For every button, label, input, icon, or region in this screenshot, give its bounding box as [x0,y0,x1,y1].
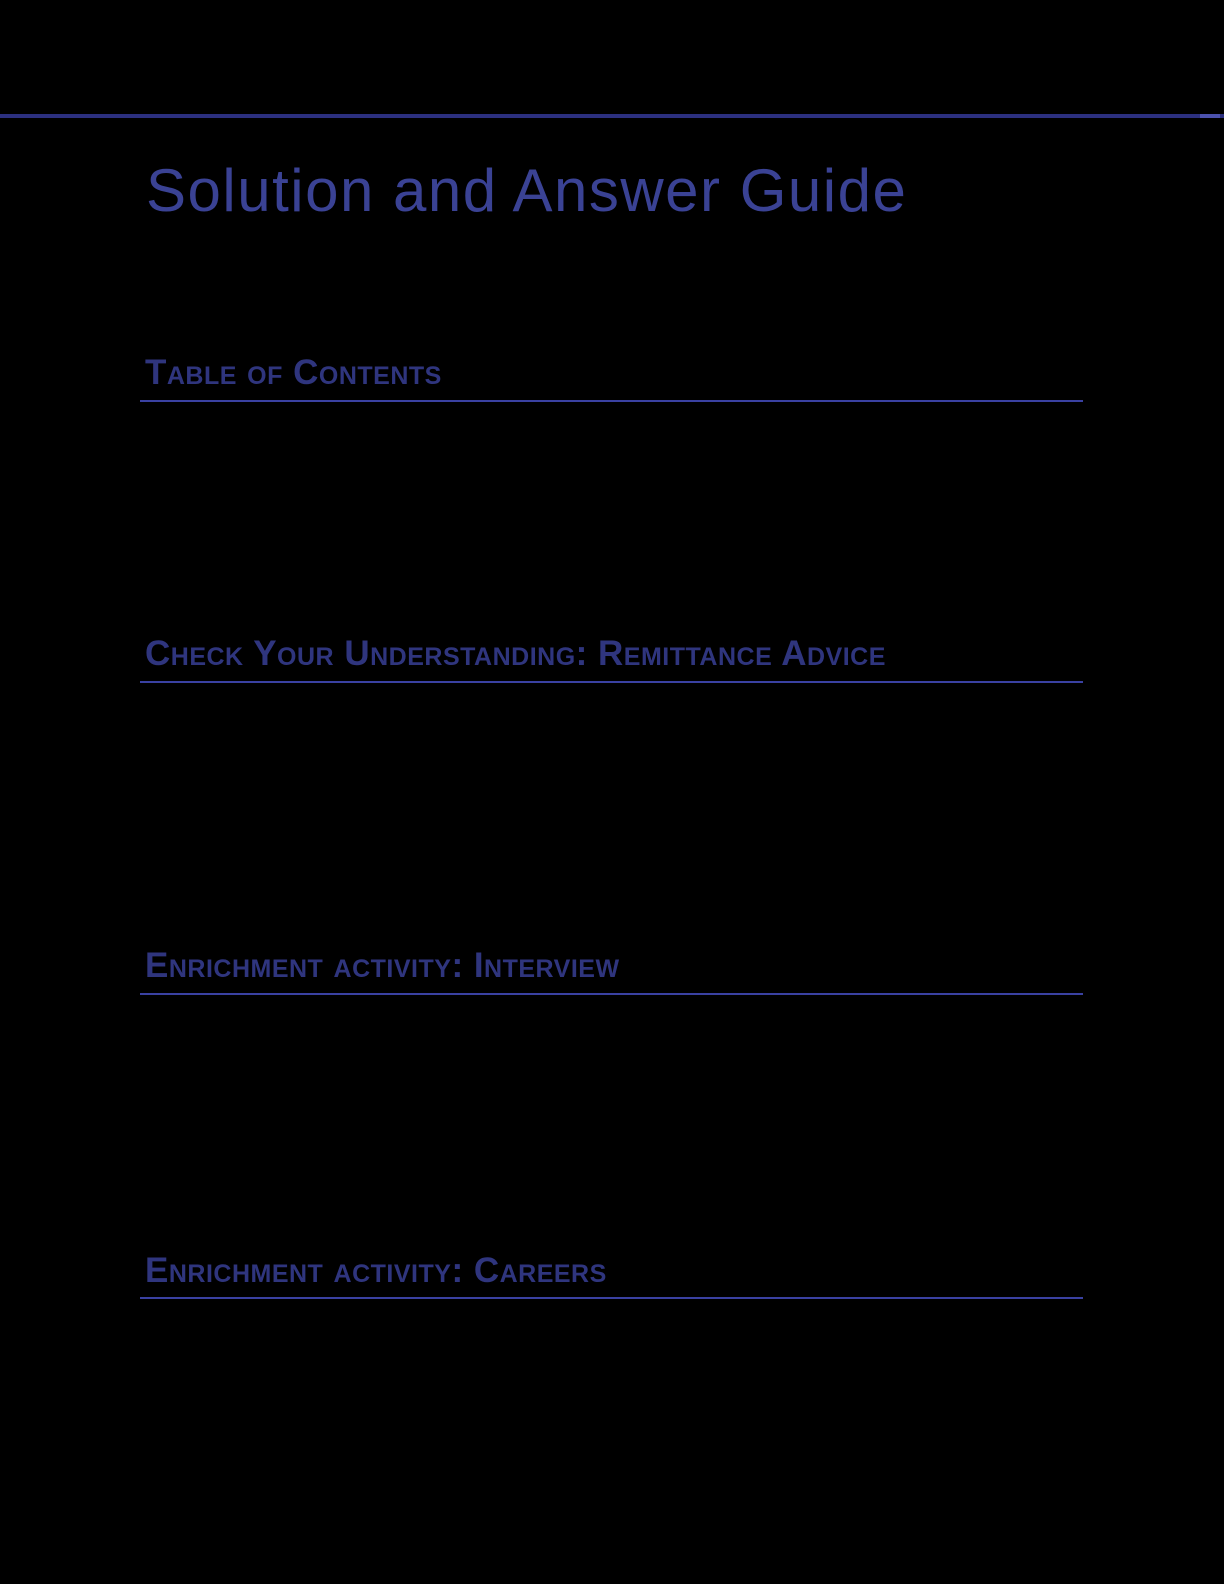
section-heading-enrichment-activity-interview: Enrichment activity: Interview [145,946,620,985]
heading-underline [140,681,1083,683]
heading-underline [140,1297,1083,1299]
section-heading-enrichment-activity-careers: Enrichment activity: Careers [145,1251,607,1290]
header-rule [0,114,1224,118]
section-heading-check-your-understanding: Check Your Understanding: Remittance Advice [145,634,886,673]
section-heading-table-of-contents: Table of Contents [145,353,442,392]
header-rule-tip [1200,114,1220,118]
heading-underline [140,993,1083,995]
heading-underline [140,400,1083,402]
page-title: Solution and Answer Guide [146,157,908,224]
